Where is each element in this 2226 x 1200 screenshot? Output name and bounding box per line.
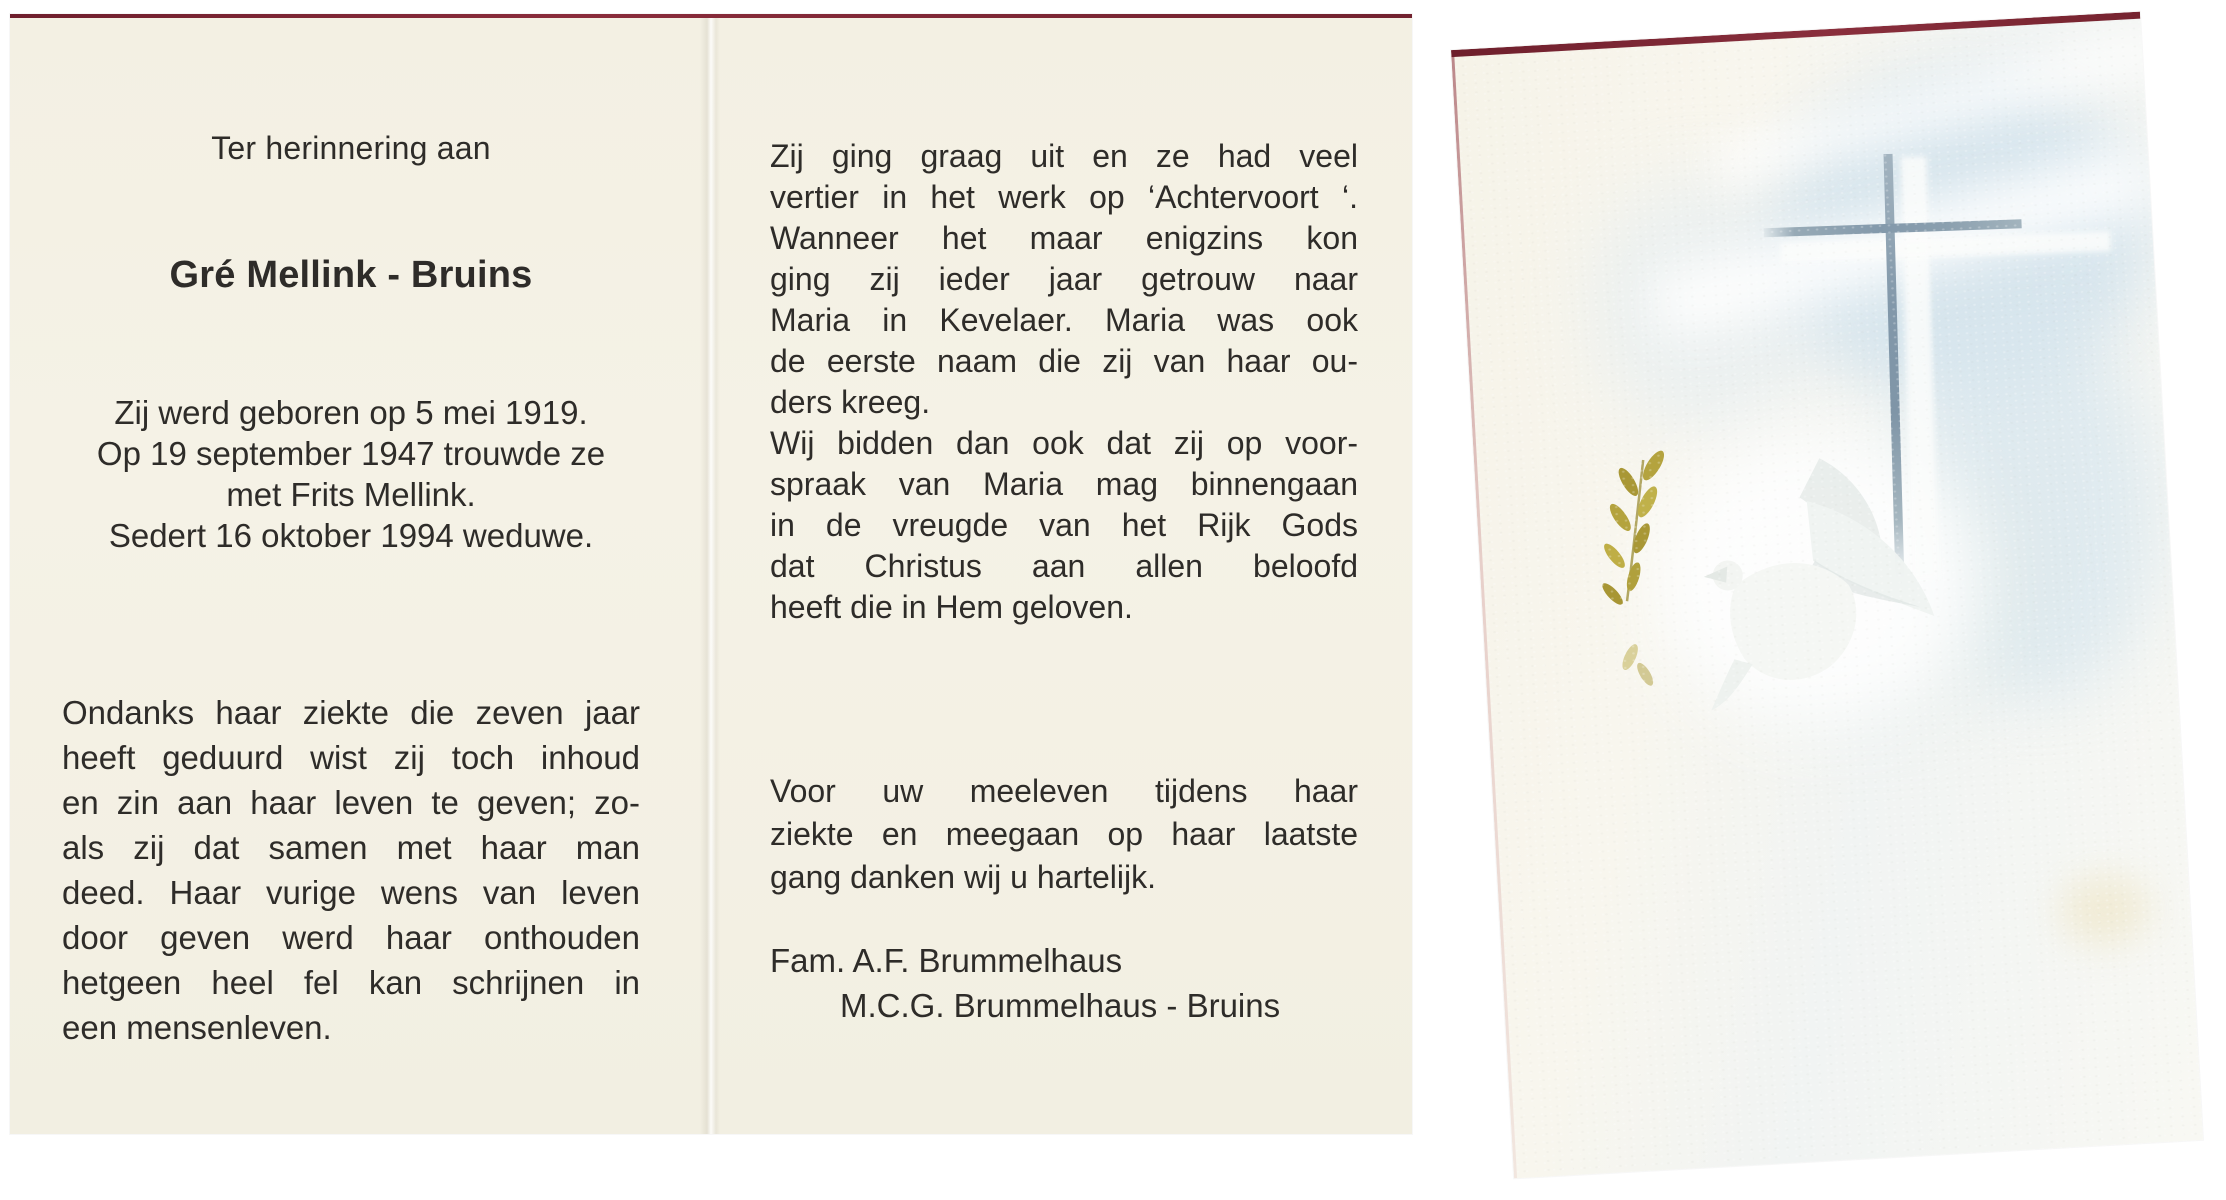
text-line: spraak van Maria mag binnengaan: [770, 466, 1358, 502]
text-line: heeft die in Hem geloven.: [770, 589, 1133, 625]
text-line: vertier in het werk op ‘Achtervoort ‘.: [770, 179, 1358, 215]
text-line: als zij dat samen met haar man: [62, 829, 640, 866]
text-line: Sedert 16 oktober 1994 weduwe.: [108, 517, 594, 554]
cover-card: [1451, 12, 2203, 1179]
inner-card: [10, 14, 1412, 1134]
text-line: Wanneer het maar enigzins kon: [770, 220, 1358, 256]
text-line: deed. Haar vurige wens van leven: [62, 874, 640, 911]
text-line: ging zij ieder jaar getrouw naar: [770, 261, 1358, 297]
deceased-name: Gré Mellink - Bruins: [169, 254, 533, 296]
text-line: Ondanks haar ziekte die zeven jaar: [62, 694, 640, 731]
text-line: de eerste naam die zij van haar ou-: [770, 343, 1358, 379]
life-dates: [62, 392, 640, 556]
left-page: [62, 14, 640, 1134]
text-line: ziekte en meegaan op haar laatste: [770, 816, 1358, 852]
text-line: een mensenleven.: [62, 1009, 332, 1046]
text-line: met Frits Mellink.: [226, 476, 476, 513]
life-story-paragraph: [770, 136, 1358, 423]
text-line: Maria in Kevelaer. Maria was ook: [770, 302, 1358, 338]
family-signatures: [770, 938, 1358, 1028]
right-page: [770, 14, 1358, 1134]
thanks-paragraph: [770, 770, 1358, 899]
text-line: dat Christus aan allen beloofd: [770, 548, 1358, 584]
text-line: door geven werd haar onthouden: [62, 919, 640, 956]
text-line: gang danken wij u hartelijk.: [770, 859, 1157, 895]
tribute-paragraph: [62, 690, 640, 1050]
text-line: hetgeen heel fel kan schrijnen in: [62, 964, 640, 1001]
text-line: Op 19 september 1947 trouwde ze: [96, 435, 606, 472]
text-line: ders kreeg.: [770, 384, 931, 420]
signature-line: Fam. A.F. Brummelhaus: [770, 942, 1123, 979]
cross-highlight: [1781, 231, 2111, 263]
text-line: en zin aan haar leven te geven; zo-: [62, 784, 640, 821]
prayer-paragraph: [770, 423, 1358, 628]
text-line: heeft geduurd wist zij toch inhoud: [62, 739, 640, 776]
center-fold: [700, 18, 720, 1134]
text-line: in de vreugde van het Rijk Gods: [770, 507, 1358, 543]
dove-icon: [1669, 443, 1963, 718]
text-line: Zij ging graag uit en ze had veel: [770, 138, 1358, 174]
text-line: Voor uw meeleven tijdens haar: [770, 773, 1358, 809]
signature-line: M.C.G. Brummelhaus - Bruins: [840, 987, 1281, 1024]
text-line: Wij bidden dan ook dat zij op voor-: [770, 425, 1358, 461]
text-line: Zij werd geboren op 5 mei 1919.: [114, 394, 588, 431]
memorial-header: Ter herinnering aan: [211, 130, 491, 166]
